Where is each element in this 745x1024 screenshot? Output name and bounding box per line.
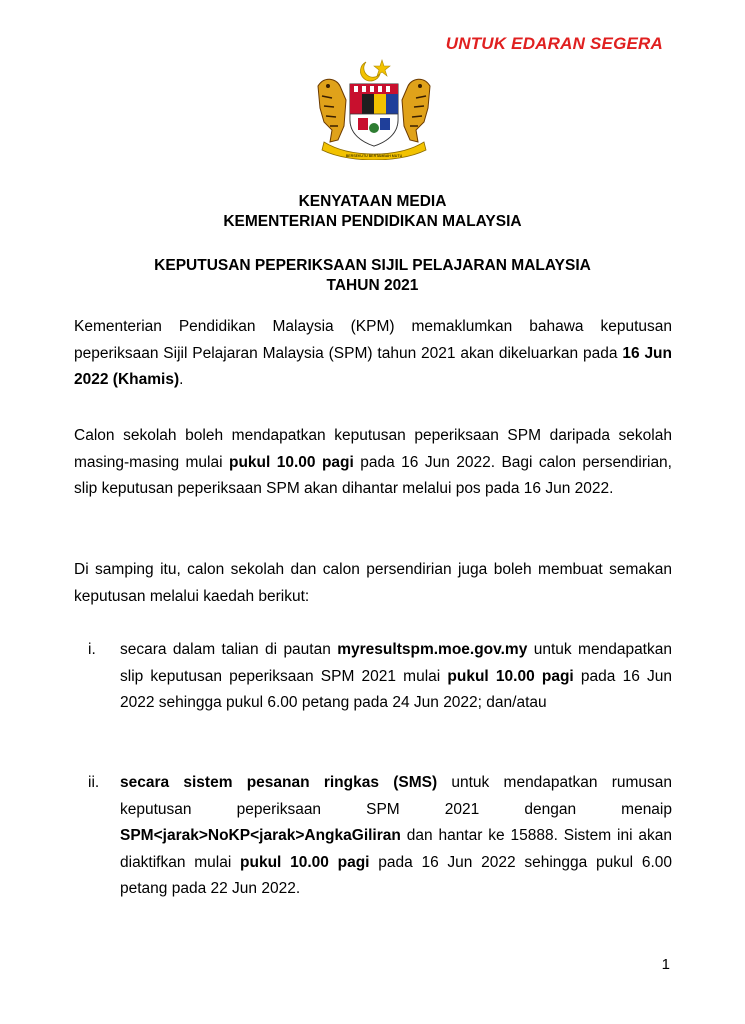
list-item-number: i.: [88, 641, 96, 658]
item1-time: pukul 10.00 pagi: [447, 667, 574, 685]
title-line-1: KENYATAAN MEDIA: [298, 193, 447, 210]
list-item-number: ii.: [88, 774, 100, 791]
paragraph-school-candidates: [74, 423, 672, 503]
svg-text:BERSEKUTU BERTAMBAH MUTU: BERSEKUTU BERTAMBAH MUTU: [345, 154, 403, 158]
item1-text-a: secara dalam talian di pautan: [120, 641, 338, 658]
para2-text-a: Calon sekolah boleh mendapatkan keputusan peperiksaan SPM daripada sekolah masing-masing mulai: [74, 427, 672, 471]
paragraph-methods-intro: [74, 557, 672, 610]
para1-end: .: [179, 371, 184, 388]
malaysia-coat-of-arms-icon: [310, 56, 438, 160]
para2-time: pukul 10.00 pagi: [228, 453, 354, 471]
item2-text-b: dan hantar ke 15888. Sistem ini akan diaktifkan mulai: [120, 827, 672, 871]
para1-text: Kementerian Pendidikan Malaysia (KPM) memaklumkan bahawa keputusan peperiksaan Sijil Pelajaran Malaysia (SPM) tahun 2021 akan dikeluarkan pada: [74, 318, 672, 362]
media-statement-title: [0, 192, 745, 232]
title-line-3: KEPUTUSAN PEPERIKSAAN SIJIL PELAJARAN MALAYSIA: [154, 257, 591, 274]
item2-text-a: untuk mendapatkan rumusan keputusan peperiksaan SPM 2021 dengan menaip: [120, 774, 673, 818]
title-line-4: TAHUN 2021: [326, 277, 419, 294]
item1-text-c: pada 16 Jun 2022 sehingga pukul 6.00 petang pada 24 Jun 2022; dan/atau: [120, 667, 672, 711]
item2-sms-format: SPM<jarak>NoKP<jarak>AngkaGiliran: [120, 827, 401, 844]
para1-date: 16 Jun 2022 (Khamis): [74, 344, 672, 388]
result-link[interactable]: myresultspm.moe.gov.my: [337, 641, 528, 658]
exam-results-title: [0, 256, 745, 296]
item2-time: pukul 10.00 pagi: [240, 853, 370, 871]
list-item-text: [120, 637, 672, 717]
list-item-text: [120, 770, 672, 903]
urgent-release-label: UNTUK EDARAN SEGERA: [445, 34, 663, 53]
para2-text-b: pada 16 Jun 2022. Bagi calon persendirian, slip keputusan peperiksaan SPM akan dihantar melalui pos pada 16 Jun 2022.: [74, 453, 672, 497]
paragraph-announcement: [74, 314, 672, 394]
para3-text: Di samping itu, calon sekolah dan calon persendirian juga boleh membuat semakan keputusan melalui kaedah berikut:: [74, 561, 672, 605]
item2-text-c: pada 16 Jun 2022 sehingga pukul 6.00 petang pada 22 Jun 2022.: [120, 853, 672, 897]
item2-sms-label: secara sistem pesanan ringkas (SMS): [120, 774, 438, 791]
item1-text-b: untuk mendapatkan slip keputusan peperiksaan SPM 2021 mulai: [120, 641, 672, 685]
title-line-2: KEMENTERIAN PENDIDIKAN MALAYSIA: [223, 213, 522, 230]
page-number: 1: [661, 956, 670, 973]
